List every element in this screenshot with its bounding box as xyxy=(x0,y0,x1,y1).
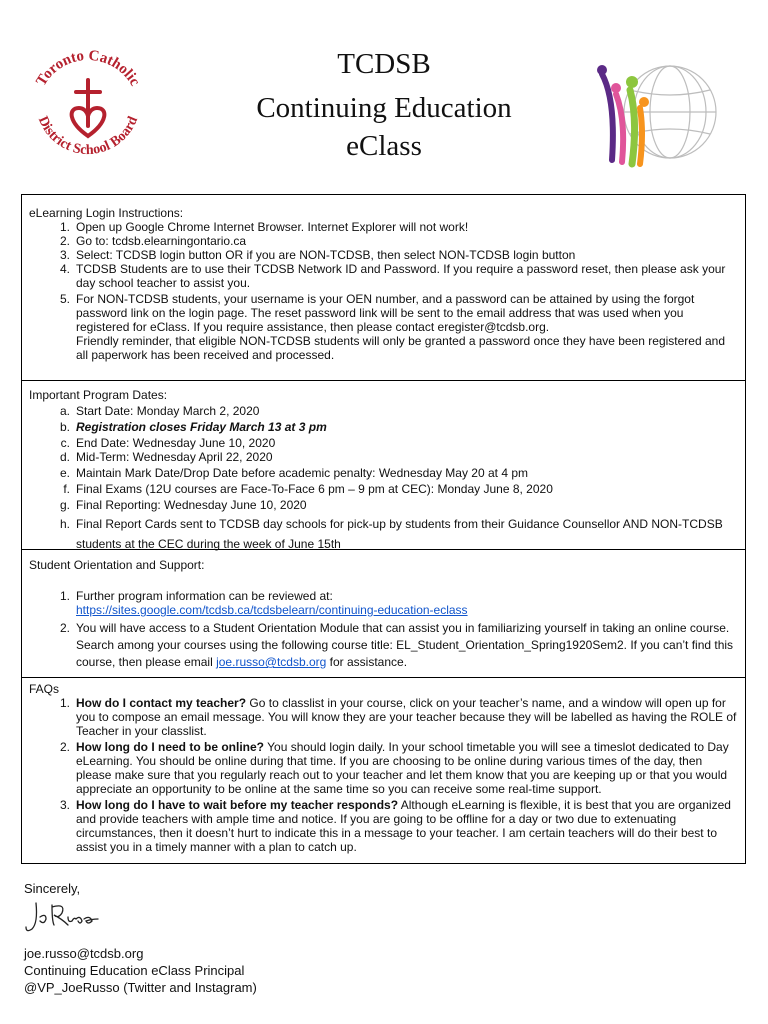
list-item: 1. Open up Google Chrome Internet Browser. Internet Explorer will not work! xyxy=(59,220,469,234)
list-item: d. Mid-Term: Wednesday April 22, 2020 xyxy=(59,450,273,464)
faq-item: 3. How long do I have to wait before my teacher responds? Although eLearning is flexible, it is best that you are organized and provide teachers with ample time and notice. If you are going to be offline for a day or two due to extenuating circumstances, then it doesn’t hurt to indicate this in a message to your teacher. I am certain teachers will do their best to assist you in a timely manner with a plan to catch up. xyxy=(59,798,731,854)
list-item: f. Final Exams (12U courses are Face-To-Face 6 pm – 9 pm at CEC): Monday June 8, 2020 xyxy=(63,482,553,496)
login-instructions-section xyxy=(21,194,746,381)
faq-question: How long do I need to be online? xyxy=(76,740,264,754)
login-heading: eLearning Login Instructions: xyxy=(29,206,184,220)
program-info-link[interactable]: https://sites.google.com/tcdsb.ca/tcdsbelearn/continuing-education-eclass xyxy=(76,603,468,617)
list-item: 2. You will have access to a Student Orientation Module that can assist you in familiarizing yourself in taking an online course. Search among your courses using the following course title: EL_Student_Orientation_Spring1920Sem2. If you can’t find this course, then please email joe.russo@tcdsb.org for assistance. xyxy=(59,621,734,669)
principal-role: Continuing Education eClass Principal xyxy=(24,963,245,978)
list-item: b. Registration closes Friday March 13 at 3 pm xyxy=(59,420,327,434)
title-line-1: TCDSB xyxy=(337,48,431,80)
email-link[interactable]: joe.russo@tcdsb.org xyxy=(216,655,327,669)
program-dates-section xyxy=(21,381,746,550)
faq-item: 2. How long do I need to be online? You should login daily. In your school timetable you will see a timeslot dedicated to Day eLearning. You should be online during that time. If you are choosing to be online during various times of the day, then please make sure that you regularly reach out to your teacher and let them know that you are keeping up or that you would appreciate an opportunity to be online at the same time so you can receive some real-time support. xyxy=(59,740,729,796)
list-item: 5. For NON-TCDSB students, your username is your OEN number, and a password can be attained by using the forgot password link on the login page. The reset password link will be sent to the email address that was used when you registered for eClass. If you require assistance, then please contact eregister@tcdsb.org. xyxy=(59,292,695,334)
faqs-list xyxy=(22,696,745,854)
list-item: a. Start Date: Monday March 2, 2020 xyxy=(59,404,260,418)
dates-list xyxy=(22,404,745,554)
list-item: g. Final Reporting: Wednesday June 10, 2020 xyxy=(59,498,307,512)
faq-answer: Although eLearning is flexible, it is best that you are organized and provide teachers with ample time and notice. If you are going to be offline for a day or two due to extenuating circumstances, then it doesn’t hurt to indicate this in a message to your teacher. I am certain teachers will do their best to assist you in a timely manner with a plan to catch up. xyxy=(76,798,731,854)
login-list xyxy=(22,220,745,362)
list-item: 4. TCDSB Students are to use their TCDSB Network ID and Password. If you require a password reset, then please ask your day school teacher to assist you. xyxy=(59,262,726,290)
svg-text:Toronto Catholic: Toronto Catholic xyxy=(33,47,143,89)
orientation-section xyxy=(21,550,746,678)
orientation-heading: Student Orientation and Support: xyxy=(29,558,205,572)
faqs-section xyxy=(21,678,746,864)
list-item: 3. Select: TCDSB login button OR if you are NON-TCDSB, then select NON-TCDSB login button xyxy=(59,248,576,262)
faq-answer: Go to classlist in your course, click on your teacher’s name, and a window will open up for you to compose an email message. You will know they are your teacher because they will be labelled as having the ROLE of Teacher in your classlist. xyxy=(76,696,737,738)
continuing-education-logo xyxy=(586,60,722,170)
tcdsb-logo xyxy=(22,40,154,172)
dates-heading: Important Program Dates: xyxy=(29,388,168,402)
registration-deadline: Registration closes Friday March 13 at 3 pm xyxy=(76,420,327,434)
faq-item: 1. How do I contact my teacher? Go to classlist in your course, click on your teacher’s name, and a window will open up for you to compose an email message. You will know they are your teacher because they will be labelled as having the ROLE of Teacher in your classlist. xyxy=(59,696,737,738)
list-item: e. Maintain Mark Date/Drop Date before academic penalty: Wednesday May 20 at 4 pm xyxy=(59,466,529,480)
svg-text:District School Board: District School Board xyxy=(34,114,142,159)
handwritten-signature xyxy=(22,897,102,937)
reminder-text: Friendly reminder, that eligible NON-TCDSB students will only be granted a password once they have been registered and all paperwork has been received and processed. xyxy=(76,334,726,362)
orientation-list xyxy=(22,589,745,671)
title-line-3: eClass xyxy=(346,130,422,162)
contact-email: joe.russo@tcdsb.org xyxy=(24,946,144,961)
page-header xyxy=(0,0,768,190)
list-item: 2. Go to: tcdsb.elearningontario.ca xyxy=(59,234,247,248)
faq-answer: You should login daily. In your school timetable you will see a timeslot dedicated to Day eLearning. You should be online during that time. If you are choosing to be online during various times of the day, then please make sure that you regularly reach out to your teacher and let them know that you are keeping up or that you would appreciate an opportunity to be online at the same time so you can receive some real-time support. xyxy=(76,740,729,796)
closing-text: Sincerely, xyxy=(24,881,81,896)
faq-question: How long do I have to wait before my teacher responds? xyxy=(76,798,399,812)
faq-question: How do I contact my teacher? xyxy=(76,696,247,710)
faqs-heading: FAQs xyxy=(29,682,60,696)
list-item: 1. Further program information can be reviewed at: https://sites.google.com/tcdsb.ca/tcdsbelearn/continuing-education-eclass xyxy=(59,589,468,617)
list-item: c. End Date: Wednesday June 10, 2020 xyxy=(60,436,276,450)
social-handle: @VP_JoeRusso (Twitter and Instagram) xyxy=(24,980,257,995)
title-line-2: Continuing Education xyxy=(256,92,512,124)
list-item: h. Final Report Cards sent to TCDSB day schools for pick-up by students from their Guidance Counsellor AND NON-TCDSB students at the CEC during the week of June 15th xyxy=(59,517,723,551)
